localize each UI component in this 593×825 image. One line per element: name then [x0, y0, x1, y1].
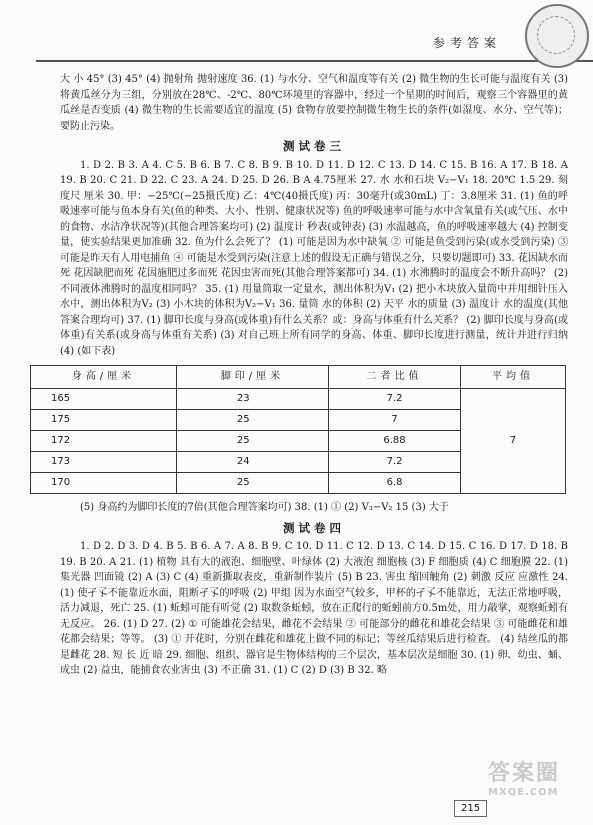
page-number: 215: [454, 800, 487, 817]
table-cell-height: 172: [31, 431, 177, 452]
table-cell-height: 170: [31, 473, 177, 494]
table-cell-footprint: 25: [176, 410, 328, 431]
test4-answers: 1. D 2. D 3. D 4. B 5. B 6. A 7. A 8. B 9. C 10. D 11. C 12. D 13. C 14. D 15. C 16. D 17. D 18. B 19. B 20. A 21. (1) 植物 具有大的液泡、细胞壁、叶绿体 (2) 大液泡 细胞核 (3) F 细胞质 (4) C 细胞膜 22. (1) 集光器 凹面镜 (2) A (3) C (4) 重新撕取表皮，重新制作装片 (5) B 23. 害虫 缩回触角 (2) 刺激 反应 应激性 24. (1) 使孑孓不能靠近水面，阻断孑孓的呼吸 (2) 甲组 因为水面空气较多，甲杯的孑孓不能靠近，无法正常地呼吸，活力减退，死亡 25. (1) 蚯蚓可能有听觉 (2) 取数条蚯蚓，放在正爬行的蚯蚓前方0.5m处，用力敲掌，观察蚯蚓有无反应。 26. (1) D 27. (2) ① 可能雄花会结果，雌花不会结果 ② 可能部分的雌花和雄花会结果 ③ 可能雌花和雄花都会结果；等等。 (3) ① 开花时，分别在雌花和雄花上做不同的标记；等丝瓜结果后进行检查。 (4) 结丝瓜的都是雌花 28. 短 长 近 暗 29. 细胞、组织、器官是生物体结构的三个层次，基本层次是细胞 30. (1) 卵、幼虫、蛹、成虫 (2) 益虫，能捕食农业害虫 (3) 不正确 31. (1) C (2) D (3) B 32. 略: [60, 541, 568, 676]
test3-answers-continued: (5) 身高约为脚印长度的7倍(其他合理答案均可) 38. (1) ① (2) V₃−V₂ 15 (3) 大于: [80, 502, 449, 513]
table-cell-ratio: 7: [329, 410, 461, 431]
section-title-test3: 测试卷三: [283, 139, 345, 153]
table-cell-ratio: 7.2: [329, 452, 461, 473]
page-header: [0, 0, 593, 62]
table-header-row: [31, 366, 566, 389]
answer-content: [51, 72, 568, 679]
header-rule: [36, 60, 593, 62]
table-cell-ratio: 6.88: [329, 431, 461, 452]
table-cell-average: 7: [460, 389, 565, 494]
watermark-logo: [488, 756, 588, 820]
table-cell-height: 175: [31, 410, 177, 431]
section-title-test4: 测试卷四: [283, 520, 345, 535]
table-cell-footprint: 24: [176, 452, 328, 473]
intro-paragraph: 大 小 45° (3) 45° (4) 抛射角 抛射速度 36. (1) 与水分、空气和温度等有关 (2) 微生物的生长可能与温度有关 (3) 将黄瓜丝分为三组，分别放在28℃、-2℃、80℃环境里的容器中，经过一个星期的时间后，观察三个容器里的黄瓜丝是否变质 (4) 微生物的生长需要适宜的温度 (5) 食物存放要控制微生物生长的条件(如湿度、水分、空气等)；要防止污染。: [60, 74, 568, 132]
publisher-seal-icon: [525, 4, 589, 68]
table-header-height: 身高/厘米: [31, 366, 177, 389]
test3-answers: 1. D 2. B 3. A 4. C 5. B 6. B 7. C 8. B 9. B 10. D 11. D 12. C 13. D 14. C 15. B 16. A 17. B 18. A 19. B 20. C 21. D 22. C 23. A 24. D 25. D 26. B A 4.75厘米 27. 水 水和石块 V₂−V₁ 18. 20℃ 1.5 29. 刻度尺 厘米 30. 甲：−25℃(−25摄氏度) 乙：4℃(40摄氏度) 丙：30毫升(或30mL) 丁：3.8厘米 31. (1) 鱼的呼吸速率可能与鱼本身有关(鱼的种类、大小、性别、健康状况等) 鱼的呼吸速率可能与水中含氧量有关(或气压、水中的食物、水洁净状况等)(其他合理答案均可) (2) 温度计 秒表(或钟表) (3) 水温越高，鱼的呼吸速率越大 (4) 控制变量，使实验结果更加准确 32. 鱼为什么会死了？ (1) 可能是因为水中缺氧 ② 可能是鱼受到污染(或水受到污染) ③ 可能是昨天有人用电捕鱼 ④ 可能是水受到污染(注意上述的假设无正确与错误之分，只要切题即可) 33. 花因缺水而死 花因缺肥而死 花因施肥过多而死 花因虫害而死(其他合理答案都可) 34. (1) 水沸腾时的温度会不断升高吗？ (2) 不同液体沸腾时的温度相同吗？ 35. (1) 用量筒取一定量水，测出体积为V₁ (2) 把小木块放入量筒中并用细针压入水中，测出体积为V₂ (3) 小木块的体积为V₂−V₁ 36. 量筒 水的体积 (2) 天平 水的质量 (3) 温度计 水的温度(其他答案合理均可) 37. (1) 脚印长度与身高(或体重)有什么关系？或：身高与体重有什么关系？ (2) 脚印长度与身高(或体重)有关系(或身高与体重有关系) (3) 对自己班上所有同学的身高、体重、脚印长度进行测量，统计并进行归纳 (4) (如下表): [60, 159, 568, 357]
watermark-main-text: 答案圈: [488, 761, 561, 786]
table-header-average: 平均值: [460, 366, 565, 389]
table-cell-footprint: 25: [176, 473, 328, 494]
table-header-ratio: 二者比值: [329, 366, 461, 389]
table-cell-footprint: 25: [176, 431, 328, 452]
height-footprint-table: [30, 365, 566, 494]
table-cell-footprint: 23: [176, 389, 328, 410]
table-cell-ratio: 6.8: [329, 473, 461, 494]
watermark-url-text: MXQE.COM: [488, 787, 559, 798]
table-cell-ratio: 7.2: [329, 389, 461, 410]
header-title: 参考答案: [432, 36, 501, 50]
table-cell-height: 165: [31, 389, 177, 410]
table-header-footprint: 脚印/厘米: [176, 366, 328, 389]
table-row: [31, 389, 566, 410]
table-cell-height: 173: [31, 452, 177, 473]
seal-inner-ring: [537, 16, 575, 54]
